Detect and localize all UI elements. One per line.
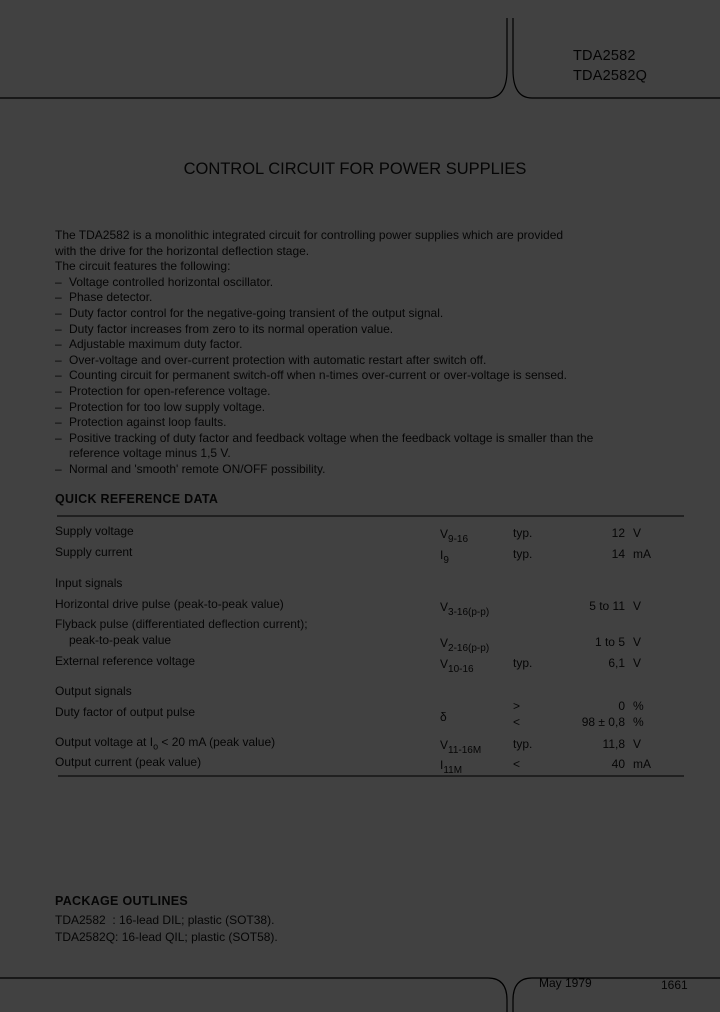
unit: % <box>633 699 644 713</box>
value: 5 to 11 <box>589 599 625 613</box>
value: 14 <box>611 547 625 561</box>
dash-bullet: – <box>55 274 62 289</box>
symbol-text: V <box>440 527 449 541</box>
dash-bullet: – <box>55 430 62 445</box>
unit: % <box>633 715 644 729</box>
parameter-text: External reference voltage <box>55 654 196 668</box>
symbol-subscript: 2-16(p-p) <box>448 643 490 654</box>
footer-page-number: 1661 <box>661 978 688 992</box>
feature-item <box>55 337 593 353</box>
parameter-subscript: o <box>153 741 159 752</box>
condition: > <box>513 699 521 713</box>
part-number-2: TDA2582Q <box>573 68 648 84</box>
dash-bullet: – <box>55 305 62 320</box>
feature-text: Protection for too low supply voltage. <box>69 399 266 414</box>
qrd-top-rule <box>0 515 720 518</box>
dash-bullet: – <box>55 399 62 414</box>
symbol-subscript: 10-16 <box>448 664 474 675</box>
package-line: TDA2582 : 16-lead DIL; plastic (SOT38). <box>55 913 275 927</box>
feature-text: Normal and 'smooth' remote ON/OFF possibility. <box>69 461 326 476</box>
feature-item <box>55 431 593 447</box>
value: 0 <box>618 699 625 713</box>
feature-text: Duty factor increases from zero to its normal operation value. <box>69 321 394 336</box>
feature-item <box>55 384 593 400</box>
dash-bullet: – <box>55 368 62 383</box>
parameter-label <box>55 545 132 561</box>
condition: typ. <box>513 737 533 751</box>
footer-date: May 1979 <box>539 976 592 990</box>
intro-line: with the drive for the horizontal deflection stage. <box>55 243 310 258</box>
value: 40 <box>611 757 625 771</box>
feature-item <box>55 462 593 478</box>
document-title: CONTROL CIRCUIT FOR POWER SUPPLIES <box>183 160 527 178</box>
value: 11,8 <box>602 737 625 751</box>
dash-bullet: – <box>55 290 62 305</box>
symbol-subscript: 11M <box>443 765 463 776</box>
parameter-label <box>55 705 195 721</box>
unit: mA <box>633 547 651 561</box>
unit: V <box>633 656 642 670</box>
intro-line: The circuit features the following: <box>55 259 231 274</box>
symbol-text: V <box>440 600 449 614</box>
parameter-text: Output current (peak value) <box>55 755 202 769</box>
feature-text: Protection for open-reference voltage. <box>69 383 271 398</box>
parameter-text: Supply voltage <box>55 524 134 538</box>
symbol-text: V <box>440 657 449 671</box>
parameter-text: Output voltage at I <box>55 735 154 749</box>
parameter-label-continued: peak-to-peak value <box>69 633 172 647</box>
unit: V <box>633 737 642 751</box>
symbol-text: V <box>440 636 449 650</box>
condition: typ. <box>513 526 533 540</box>
unit: V <box>633 599 642 613</box>
symbol <box>440 710 447 731</box>
unit: V <box>633 635 642 649</box>
symbol <box>440 527 468 548</box>
parameter-text: Duty factor of output pulse <box>55 705 196 719</box>
part-number-1: TDA2582 <box>573 48 636 64</box>
parameter-tail: < 20 mA (peak value) <box>158 735 276 749</box>
parameter-label <box>55 597 284 613</box>
condition: typ. <box>513 547 533 561</box>
parameter-label <box>55 524 134 540</box>
parameter-label <box>55 617 308 633</box>
parameter-text: Horizontal drive pulse (peak-to-peak value) <box>55 597 284 611</box>
description <box>55 228 593 478</box>
feature-item <box>55 306 593 322</box>
feature-text: Over-voltage and over-current protection with automatic restart after switch off. <box>69 352 487 367</box>
feature-item <box>55 368 593 384</box>
symbol <box>440 636 489 657</box>
parameter-label <box>55 755 201 771</box>
feature-text: Adjustable maximum duty factor. <box>69 337 243 352</box>
value: 12 <box>611 526 625 540</box>
intro-line: The TDA2582 is a monolithic integrated circuit for controlling power supplies which are provided <box>55 228 564 242</box>
group-heading: Input signals <box>55 576 123 590</box>
unit: mA <box>633 757 651 771</box>
symbol-text: δ <box>440 710 447 724</box>
feature-text: Protection against loop faults. <box>69 415 227 430</box>
feature-text: Positive tracking of duty factor and feedback voltage when the feedback voltage is smaller than the <box>69 430 594 445</box>
condition: < <box>513 715 521 729</box>
feature-text: Duty factor control for the negative-going transient of the output signal. <box>69 305 444 320</box>
symbol-text: I <box>440 758 444 772</box>
footer-rule <box>0 975 720 1012</box>
symbol <box>440 657 474 678</box>
quick-reference-heading: QUICK REFERENCE DATA <box>55 492 219 506</box>
dash-bullet: – <box>55 415 62 430</box>
package-line: TDA2582Q: 16-lead QIL; plastic (SOT58). <box>55 930 278 944</box>
parameter-text: Flyback pulse (differentiated deflection current); <box>55 617 308 631</box>
symbol <box>440 548 449 569</box>
parameter-text: Supply current <box>55 545 133 559</box>
unit: V <box>633 526 642 540</box>
condition: typ. <box>513 656 533 670</box>
feature-item <box>55 353 593 369</box>
package-outlines-heading: PACKAGE OUTLINES <box>55 894 189 908</box>
feature-text: Phase detector. <box>69 290 153 305</box>
dash-bullet: – <box>55 337 62 352</box>
symbol <box>440 600 489 621</box>
value: 6,1 <box>608 656 625 670</box>
parameter-label <box>55 735 275 755</box>
feature-item <box>55 290 593 306</box>
dash-bullet: – <box>55 321 62 336</box>
condition: < <box>513 757 521 771</box>
dash-bullet: – <box>55 461 62 476</box>
feature-text: Voltage controlled horizontal oscillator. <box>69 274 274 289</box>
feature-item <box>55 275 593 291</box>
dash-bullet: – <box>55 352 62 367</box>
symbol-text: I <box>440 548 444 562</box>
feature-item <box>55 322 593 338</box>
feature-text: Counting circuit for permanent switch-off when n-times over-current or over-voltage is sensed. <box>69 368 567 383</box>
feature-item <box>55 400 593 416</box>
symbol-text: V <box>440 738 449 752</box>
symbol-subscript: 9 <box>443 555 449 566</box>
value: 98 ± 0,8 <box>581 715 625 729</box>
symbol-subscript: 11-16M <box>448 745 482 756</box>
dash-bullet: – <box>55 383 62 398</box>
value: 1 to 5 <box>594 635 625 649</box>
symbol-subscript: 3-16(p-p) <box>448 607 490 618</box>
feature-item <box>55 415 593 431</box>
qrd-bottom-rule <box>0 775 720 778</box>
feature-text: reference voltage minus 1,5 V. <box>69 446 231 461</box>
symbol <box>440 738 481 759</box>
symbol-subscript: 9-16 <box>448 534 469 545</box>
group-heading: Output signals <box>55 684 132 698</box>
feature-item <box>55 446 593 462</box>
parameter-label <box>55 654 195 670</box>
